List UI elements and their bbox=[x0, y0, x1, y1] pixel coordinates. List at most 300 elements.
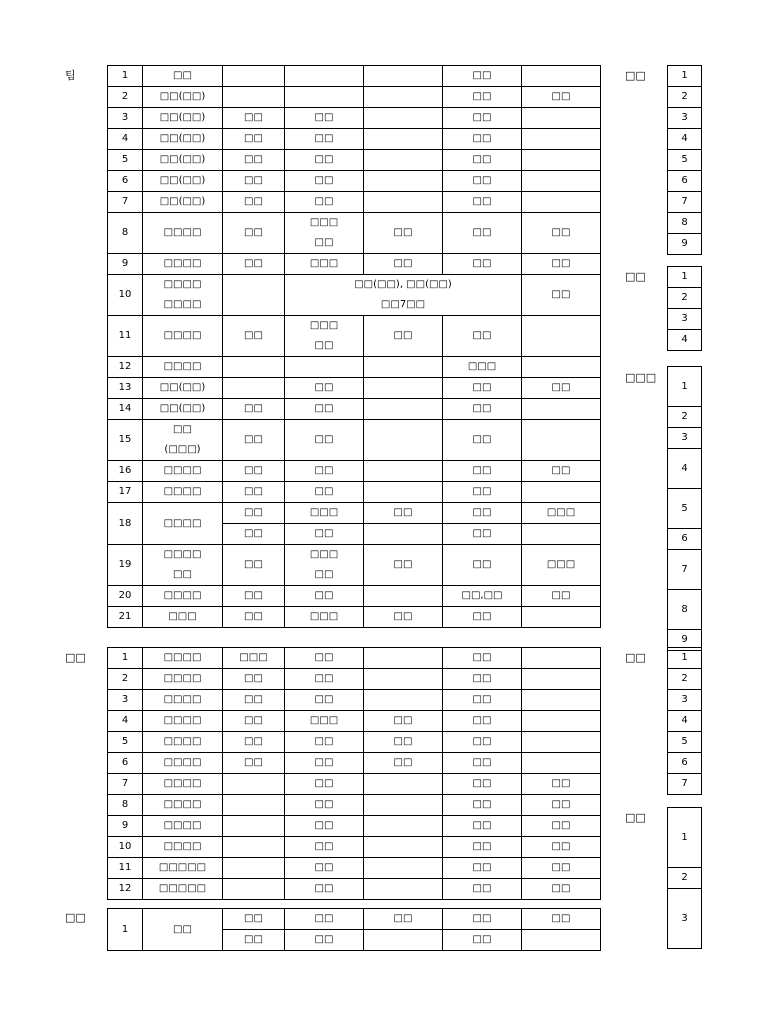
table-cell: □□ bbox=[364, 753, 443, 774]
table-cell bbox=[364, 482, 443, 503]
table-row bbox=[108, 669, 601, 690]
table-cell: □□(□□) bbox=[143, 171, 223, 192]
table-cell: □□(□□) bbox=[143, 399, 223, 420]
side-number: 4 bbox=[668, 129, 702, 150]
table-cell: □□ bbox=[522, 858, 601, 879]
table-cell bbox=[522, 192, 601, 213]
table-cell bbox=[364, 930, 443, 951]
side-row bbox=[668, 868, 702, 889]
side-row bbox=[668, 150, 702, 171]
table-cell: □□ bbox=[285, 690, 364, 711]
table-cell: □□ bbox=[443, 192, 522, 213]
table-cell bbox=[285, 87, 364, 108]
table-cell bbox=[522, 171, 601, 192]
side-number: 4 bbox=[668, 711, 702, 732]
table-cell: □□□□ bbox=[143, 482, 223, 503]
table-cell: □□ bbox=[223, 316, 285, 357]
table-cell: □□ bbox=[443, 524, 522, 545]
table-cell: □□(□□) bbox=[143, 87, 223, 108]
table-cell: □□ bbox=[443, 753, 522, 774]
table-cell: □□□□ bbox=[143, 461, 223, 482]
side-row bbox=[668, 669, 702, 690]
table-cell bbox=[223, 879, 285, 900]
table-cell: □□□□ bbox=[143, 648, 223, 669]
side-number: 5 bbox=[668, 489, 702, 529]
table-cell: □□ bbox=[223, 545, 285, 586]
table-cell bbox=[522, 482, 601, 503]
table-cell: 10 bbox=[108, 275, 143, 316]
table-cell bbox=[364, 837, 443, 858]
table-cell: □□□ bbox=[522, 545, 601, 586]
table-cell: □□ bbox=[285, 399, 364, 420]
table-cell bbox=[364, 420, 443, 461]
table-cell: □□ bbox=[443, 732, 522, 753]
table-cell: 10 bbox=[108, 837, 143, 858]
table-row bbox=[108, 150, 601, 171]
table-row bbox=[108, 275, 601, 316]
table-cell bbox=[522, 930, 601, 951]
table-cell bbox=[364, 586, 443, 607]
table-cell: □□□ bbox=[522, 503, 601, 524]
table-cell: 21 bbox=[108, 607, 143, 628]
table-row bbox=[108, 711, 601, 732]
table-cell: □□ bbox=[522, 213, 601, 254]
table-cell: □□□□ bbox=[143, 213, 223, 254]
table-row bbox=[108, 879, 601, 900]
table-cell: □□ bbox=[443, 503, 522, 524]
table-cell: 5 bbox=[108, 732, 143, 753]
table-row bbox=[108, 732, 601, 753]
table-row bbox=[108, 378, 601, 399]
table-cell: 9 bbox=[108, 254, 143, 275]
table-cell: □□□□ bbox=[143, 690, 223, 711]
table-cell: □□□□ bbox=[143, 837, 223, 858]
table-cell: □□(□□) bbox=[143, 129, 223, 150]
main-table-2 bbox=[107, 647, 601, 900]
table-cell bbox=[522, 108, 601, 129]
table-cell: □□ bbox=[522, 254, 601, 275]
table-cell: □□(□□) bbox=[143, 378, 223, 399]
table-cell: □□□□ bbox=[143, 732, 223, 753]
table-cell: □□□ bbox=[285, 607, 364, 628]
side-number: 7 bbox=[668, 192, 702, 213]
table-cell: □□□ □□ bbox=[285, 213, 364, 254]
side-row bbox=[668, 711, 702, 732]
side-table-2 bbox=[667, 266, 702, 351]
table-cell: □□ bbox=[443, 795, 522, 816]
table-cell bbox=[364, 816, 443, 837]
table-cell bbox=[285, 357, 364, 378]
table-cell: □□□□ bbox=[143, 711, 223, 732]
table-row bbox=[108, 87, 601, 108]
table-cell: □□□ bbox=[285, 711, 364, 732]
side-number: 8 bbox=[668, 590, 702, 630]
table-row bbox=[108, 607, 601, 628]
table-cell: □□ bbox=[443, 648, 522, 669]
table-cell: □□ bbox=[223, 669, 285, 690]
side-row bbox=[668, 648, 702, 669]
table-cell: □□ bbox=[364, 254, 443, 275]
table-cell bbox=[522, 150, 601, 171]
side-number: 3 bbox=[668, 690, 702, 711]
table-row bbox=[108, 586, 601, 607]
section-label-2: □□ bbox=[65, 651, 86, 664]
side-row bbox=[668, 171, 702, 192]
side-number: 1 bbox=[668, 648, 702, 669]
side-number: 3 bbox=[668, 428, 702, 449]
table-cell: □□ bbox=[285, 461, 364, 482]
table-cell: □□ bbox=[443, 909, 522, 930]
side-row bbox=[668, 489, 702, 529]
table-cell bbox=[364, 399, 443, 420]
table-cell: □□ bbox=[223, 930, 285, 951]
table-cell bbox=[522, 753, 601, 774]
table-cell bbox=[364, 524, 443, 545]
table-cell: □□ bbox=[285, 524, 364, 545]
table-cell: □□□□ bbox=[143, 753, 223, 774]
table-cell bbox=[364, 171, 443, 192]
table-cell: □□ bbox=[223, 607, 285, 628]
table-cell: □□□ □□ bbox=[285, 316, 364, 357]
table-cell: 6 bbox=[108, 171, 143, 192]
table-row bbox=[108, 399, 601, 420]
table-row bbox=[108, 837, 601, 858]
main-table-3 bbox=[107, 908, 601, 951]
table-cell: □□ bbox=[443, 150, 522, 171]
table-cell: □□□□ bbox=[143, 669, 223, 690]
table-cell: 4 bbox=[108, 711, 143, 732]
side-table-3 bbox=[667, 366, 702, 651]
side-number: 6 bbox=[668, 529, 702, 550]
side-row bbox=[668, 550, 702, 590]
table-cell bbox=[522, 316, 601, 357]
table-cell: □□ bbox=[223, 732, 285, 753]
table-cell bbox=[364, 858, 443, 879]
table-cell: □□ bbox=[223, 129, 285, 150]
table-cell: □□ bbox=[285, 586, 364, 607]
table-cell bbox=[522, 607, 601, 628]
table-cell: □□ bbox=[522, 879, 601, 900]
table-cell: □□ bbox=[522, 795, 601, 816]
table-cell: □□ bbox=[223, 753, 285, 774]
table-cell: 1 bbox=[108, 648, 143, 669]
table-cell: □□ bbox=[364, 503, 443, 524]
table-cell: □□ bbox=[223, 150, 285, 171]
side-row bbox=[668, 213, 702, 234]
side-row bbox=[668, 449, 702, 489]
table-cell: □□ bbox=[443, 254, 522, 275]
table-cell bbox=[223, 87, 285, 108]
table-cell bbox=[223, 378, 285, 399]
section-label-1: 팀 bbox=[65, 69, 76, 82]
table-cell: □□□ □□ bbox=[285, 545, 364, 586]
side-number: 1 bbox=[668, 808, 702, 868]
table-row bbox=[108, 357, 601, 378]
side-row bbox=[668, 428, 702, 449]
table-cell bbox=[522, 66, 601, 87]
table-cell: □□ bbox=[443, 213, 522, 254]
table-cell: □□ bbox=[443, 399, 522, 420]
table-cell: □□ bbox=[285, 753, 364, 774]
side-number: 1 bbox=[668, 367, 702, 407]
side-number: 2 bbox=[668, 868, 702, 889]
table-cell: □□ bbox=[285, 795, 364, 816]
side-table-4 bbox=[667, 647, 702, 795]
table-row bbox=[108, 503, 601, 524]
table-cell: □□ bbox=[223, 171, 285, 192]
table-cell bbox=[223, 816, 285, 837]
table-cell bbox=[364, 669, 443, 690]
table-cell: □□ bbox=[522, 586, 601, 607]
table-cell: 12 bbox=[108, 357, 143, 378]
table-cell: □□□□□ bbox=[143, 879, 223, 900]
table-cell: □□□ bbox=[443, 357, 522, 378]
table-cell: □□ bbox=[522, 774, 601, 795]
table-cell bbox=[522, 399, 601, 420]
table-cell: □□ bbox=[223, 482, 285, 503]
side-row bbox=[668, 66, 702, 87]
table-cell: 12 bbox=[108, 879, 143, 900]
table-cell: □□ bbox=[364, 607, 443, 628]
table-row bbox=[108, 171, 601, 192]
table-cell: □□ bbox=[143, 66, 223, 87]
table-cell: □□,□□ bbox=[443, 586, 522, 607]
main-table-1 bbox=[107, 65, 601, 628]
side-table-5 bbox=[667, 807, 702, 949]
side-label-1: □□ bbox=[625, 69, 646, 82]
table-cell: □□□□ bbox=[143, 816, 223, 837]
side-number: 5 bbox=[668, 732, 702, 753]
table-row bbox=[108, 108, 601, 129]
table-cell bbox=[364, 150, 443, 171]
side-row bbox=[668, 690, 702, 711]
table-cell: 2 bbox=[108, 87, 143, 108]
side-row bbox=[668, 774, 702, 795]
table-cell bbox=[522, 524, 601, 545]
table-cell: □□ bbox=[443, 930, 522, 951]
side-number: 7 bbox=[668, 550, 702, 590]
table-cell: □□ bbox=[443, 171, 522, 192]
table-cell: 5 bbox=[108, 150, 143, 171]
table-cell bbox=[285, 66, 364, 87]
table-cell: □□ bbox=[522, 461, 601, 482]
side-number: 1 bbox=[668, 267, 702, 288]
side-row bbox=[668, 753, 702, 774]
section-label-3: □□ bbox=[65, 911, 86, 924]
side-row bbox=[668, 529, 702, 550]
table-cell: □□ bbox=[285, 150, 364, 171]
side-row bbox=[668, 367, 702, 407]
side-number: 1 bbox=[668, 66, 702, 87]
table-row bbox=[108, 753, 601, 774]
table-cell: □□ bbox=[223, 399, 285, 420]
table-cell: □□□□□ bbox=[143, 858, 223, 879]
side-label-3: □□□ bbox=[625, 371, 657, 384]
table-cell: □□□ bbox=[285, 254, 364, 275]
side-number: 6 bbox=[668, 753, 702, 774]
table-cell: □□ bbox=[443, 66, 522, 87]
side-number: 3 bbox=[668, 309, 702, 330]
side-row bbox=[668, 288, 702, 309]
table-cell bbox=[364, 795, 443, 816]
side-row bbox=[668, 108, 702, 129]
table-cell: 1 bbox=[108, 909, 143, 951]
table-row bbox=[108, 545, 601, 586]
table-cell: □□ bbox=[443, 316, 522, 357]
table-cell: 1 bbox=[108, 66, 143, 87]
side-number: 3 bbox=[668, 108, 702, 129]
side-number: 9 bbox=[668, 630, 702, 651]
table-cell: 4 bbox=[108, 129, 143, 150]
table-cell: □□ bbox=[443, 858, 522, 879]
table-cell: □□ bbox=[443, 482, 522, 503]
table-cell: □□ bbox=[364, 213, 443, 254]
table-row bbox=[108, 129, 601, 150]
table-cell: □□ bbox=[285, 774, 364, 795]
table-cell: □□ bbox=[285, 378, 364, 399]
table-cell: □□ bbox=[443, 711, 522, 732]
table-cell: 20 bbox=[108, 586, 143, 607]
side-row bbox=[668, 590, 702, 630]
table-cell bbox=[364, 192, 443, 213]
table-row bbox=[108, 795, 601, 816]
table-cell: □□ bbox=[522, 87, 601, 108]
side-row bbox=[668, 407, 702, 428]
table-cell: □□ bbox=[364, 732, 443, 753]
side-number: 2 bbox=[668, 87, 702, 108]
table-row bbox=[108, 66, 601, 87]
table-cell bbox=[364, 87, 443, 108]
table-cell: □□ bbox=[443, 837, 522, 858]
table-cell: □□□□ □□ bbox=[143, 545, 223, 586]
table-cell: □□ bbox=[285, 858, 364, 879]
table-cell: □□ bbox=[223, 586, 285, 607]
table-cell: □□ bbox=[223, 503, 285, 524]
table-cell: 17 bbox=[108, 482, 143, 503]
table-row bbox=[108, 690, 601, 711]
side-number: 2 bbox=[668, 407, 702, 428]
table-cell: □□ bbox=[285, 171, 364, 192]
table-cell: □□□□ bbox=[143, 254, 223, 275]
table-cell bbox=[223, 275, 285, 316]
side-number: 7 bbox=[668, 774, 702, 795]
table-cell: □□ bbox=[443, 607, 522, 628]
table-cell bbox=[364, 690, 443, 711]
table-cell: □□ bbox=[285, 732, 364, 753]
table-row bbox=[108, 482, 601, 503]
table-cell bbox=[364, 129, 443, 150]
table-cell: □□ bbox=[223, 690, 285, 711]
side-number: 2 bbox=[668, 288, 702, 309]
side-number: 5 bbox=[668, 150, 702, 171]
side-number: 8 bbox=[668, 213, 702, 234]
table-cell: □□ bbox=[223, 213, 285, 254]
table-cell: □□□□ bbox=[143, 774, 223, 795]
table-cell: 7 bbox=[108, 192, 143, 213]
table-cell: □□(□□) bbox=[143, 108, 223, 129]
table-cell bbox=[223, 837, 285, 858]
table-cell: □□□□ bbox=[143, 503, 223, 545]
table-cell: □□ bbox=[285, 192, 364, 213]
table-cell: □□ bbox=[285, 816, 364, 837]
table-row bbox=[108, 192, 601, 213]
table-cell: □□□□ bbox=[143, 316, 223, 357]
table-cell: □□ bbox=[285, 837, 364, 858]
table-cell: □□ bbox=[443, 816, 522, 837]
table-cell bbox=[364, 108, 443, 129]
table-cell: □□ bbox=[443, 87, 522, 108]
table-cell: 3 bbox=[108, 108, 143, 129]
side-label-2: □□ bbox=[625, 270, 646, 283]
table-cell: 18 bbox=[108, 503, 143, 545]
table-cell: □□ bbox=[443, 108, 522, 129]
table-cell: 14 bbox=[108, 399, 143, 420]
table-cell bbox=[364, 66, 443, 87]
table-row bbox=[108, 648, 601, 669]
side-number: 3 bbox=[668, 889, 702, 949]
table-cell bbox=[364, 774, 443, 795]
side-table-1 bbox=[667, 65, 702, 255]
table-cell bbox=[223, 858, 285, 879]
table-cell: □□ bbox=[443, 378, 522, 399]
table-cell: □□ bbox=[223, 254, 285, 275]
table-cell: □□ bbox=[364, 711, 443, 732]
table-cell: □□□□ bbox=[143, 586, 223, 607]
table-cell bbox=[522, 669, 601, 690]
table-cell bbox=[522, 690, 601, 711]
table-cell bbox=[522, 129, 601, 150]
table-row bbox=[108, 816, 601, 837]
table-cell bbox=[364, 879, 443, 900]
table-row bbox=[108, 461, 601, 482]
table-cell bbox=[522, 648, 601, 669]
table-cell bbox=[522, 357, 601, 378]
side-row bbox=[668, 87, 702, 108]
side-number: 4 bbox=[668, 449, 702, 489]
table-cell: 19 bbox=[108, 545, 143, 586]
table-cell: □□(□□) bbox=[143, 192, 223, 213]
table-row bbox=[108, 909, 601, 930]
table-cell: □□ bbox=[285, 930, 364, 951]
table-cell: □□ bbox=[443, 690, 522, 711]
table-cell: □□ bbox=[285, 648, 364, 669]
table-cell: □□ bbox=[285, 669, 364, 690]
side-row bbox=[668, 732, 702, 753]
table-cell: □□ bbox=[285, 879, 364, 900]
table-cell: 8 bbox=[108, 213, 143, 254]
table-cell: □□□□ □□□□ bbox=[143, 275, 223, 316]
table-cell: 15 bbox=[108, 420, 143, 461]
table-cell: □□ bbox=[285, 108, 364, 129]
table-cell: □□ (□□□) bbox=[143, 420, 223, 461]
table-cell bbox=[364, 648, 443, 669]
side-row bbox=[668, 129, 702, 150]
table-cell: □□ bbox=[364, 545, 443, 586]
side-row bbox=[668, 808, 702, 868]
table-row bbox=[108, 858, 601, 879]
side-row bbox=[668, 889, 702, 949]
table-cell: 6 bbox=[108, 753, 143, 774]
table-cell: □□ bbox=[522, 909, 601, 930]
table-cell: 11 bbox=[108, 858, 143, 879]
table-cell: □□ bbox=[223, 192, 285, 213]
table-cell bbox=[522, 732, 601, 753]
table-cell: □□ bbox=[223, 108, 285, 129]
table-row bbox=[108, 774, 601, 795]
table-cell: □□□ bbox=[143, 607, 223, 628]
table-row bbox=[108, 254, 601, 275]
table-cell: □□ bbox=[223, 909, 285, 930]
